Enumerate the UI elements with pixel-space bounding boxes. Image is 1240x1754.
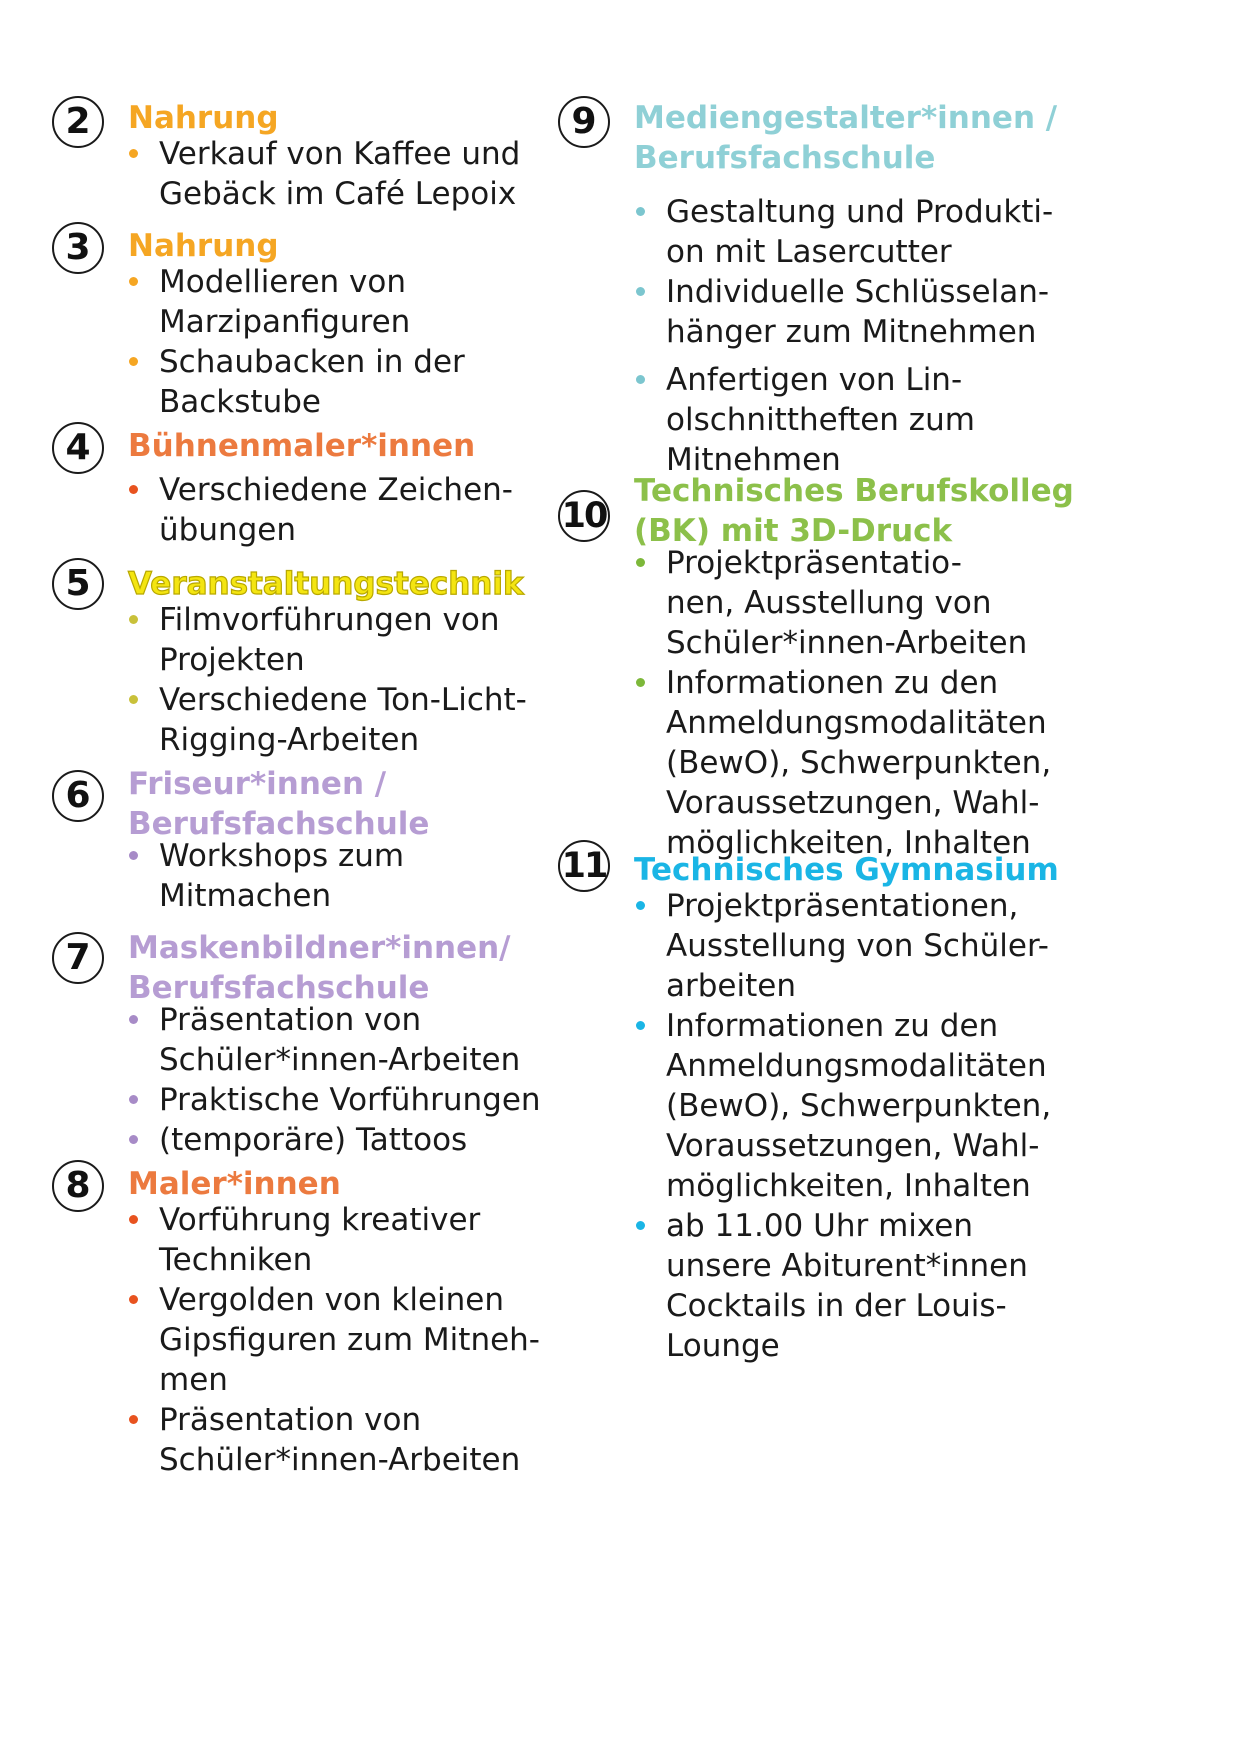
list-item: Projektpräsentationen, Ausstellung von Schüler- arbeiten <box>666 886 1051 1006</box>
list-item: Anfertigen von Lin- olschnittheften zum Mitnehmen <box>666 360 1053 480</box>
list-item: Schaubacken in der Backstube <box>159 342 465 422</box>
list-item: Informationen zu den Anmeldungsmodalitäten (BewO), Schwerpunkten, Voraussetzungen, Wahl- möglichkeiten, Inhalten <box>666 663 1051 863</box>
section-list <box>159 262 465 422</box>
section-list <box>666 192 1053 480</box>
section-number-badge: 5 <box>52 558 104 610</box>
list-item: Individuelle Schlüsselan- hänger zum Mitnehmen <box>666 272 1053 352</box>
section-number-badge: 8 <box>52 1160 104 1212</box>
section-heading: Nahrung <box>128 228 279 264</box>
list-item: Verschiedene Ton-Licht- Rigging-Arbeiten <box>159 680 527 760</box>
list-item: ab 11.00 Uhr mixen unsere Abiturent*innen Cocktails in der Louis- Lounge <box>666 1206 1051 1366</box>
section-number-badge: 3 <box>52 222 104 274</box>
list-item: Vorführung kreativer Techniken <box>159 1200 540 1280</box>
list-item: Präsentation von Schüler*innen-Arbeiten <box>159 1400 540 1480</box>
section-number-badge: 7 <box>52 932 104 984</box>
section-number-badge: 4 <box>52 422 104 474</box>
list-item: Projektpräsentatio- nen, Ausstellung von Schüler*innen-Arbeiten <box>666 543 1051 663</box>
section-list <box>666 543 1051 863</box>
section-number-badge: 11 <box>558 840 610 892</box>
list-item: Gestaltung und Produkti- on mit Lasercutter <box>666 192 1053 272</box>
section-heading: Technisches Berufskolleg (BK) mit 3D-Druck <box>634 473 1074 549</box>
list-item: Filmvorführungen von Projekten <box>159 600 527 680</box>
section-list <box>666 886 1051 1366</box>
list-item: Praktische Vorführungen <box>159 1080 541 1120</box>
list-item: Verschiedene Zeichen- übungen <box>159 470 513 550</box>
section-list <box>159 836 404 916</box>
list-item: (temporäre) Tattoos <box>159 1120 541 1160</box>
section-number-badge: 9 <box>558 96 610 148</box>
section-number-badge: 6 <box>52 770 104 822</box>
section-list <box>159 600 527 760</box>
list-item: Informationen zu den Anmeldungsmodalitäten (BewO), Schwerpunkten, Voraussetzungen, Wahl- möglichkeiten, Inhalten <box>666 1006 1051 1206</box>
list-item: Vergolden von kleinen Gipsfiguren zum Mitneh- men <box>159 1280 540 1400</box>
section-list <box>159 470 513 550</box>
list-item: Präsentation von Schüler*innen-Arbeiten <box>159 1000 541 1080</box>
list-item: Workshops zum Mitmachen <box>159 836 404 916</box>
section-heading: Bühnenmaler*innen <box>128 428 476 464</box>
list-item: Verkauf von Kaffee und Gebäck im Café Lepoix <box>159 134 520 214</box>
section-list <box>159 1000 541 1160</box>
section-heading: Maskenbildner*innen/ Berufsfachschule <box>128 930 511 1006</box>
section-number-badge: 2 <box>52 96 104 148</box>
section-heading: Friseur*innen / Berufsfachschule <box>128 766 430 842</box>
section-list <box>159 134 520 214</box>
section-heading: Mediengestalter*innen / Berufsfachschule <box>634 100 1058 176</box>
section-heading: Maler*innen <box>128 1166 341 1202</box>
section-list <box>159 1200 540 1480</box>
section-heading: Veranstaltungstechnik <box>128 566 524 602</box>
section-heading: Nahrung <box>128 100 279 136</box>
list-item: Modellieren von Marzipanfiguren <box>159 262 465 342</box>
section-heading: Technisches Gymnasium <box>634 852 1059 888</box>
section-number-badge: 10 <box>558 490 610 542</box>
